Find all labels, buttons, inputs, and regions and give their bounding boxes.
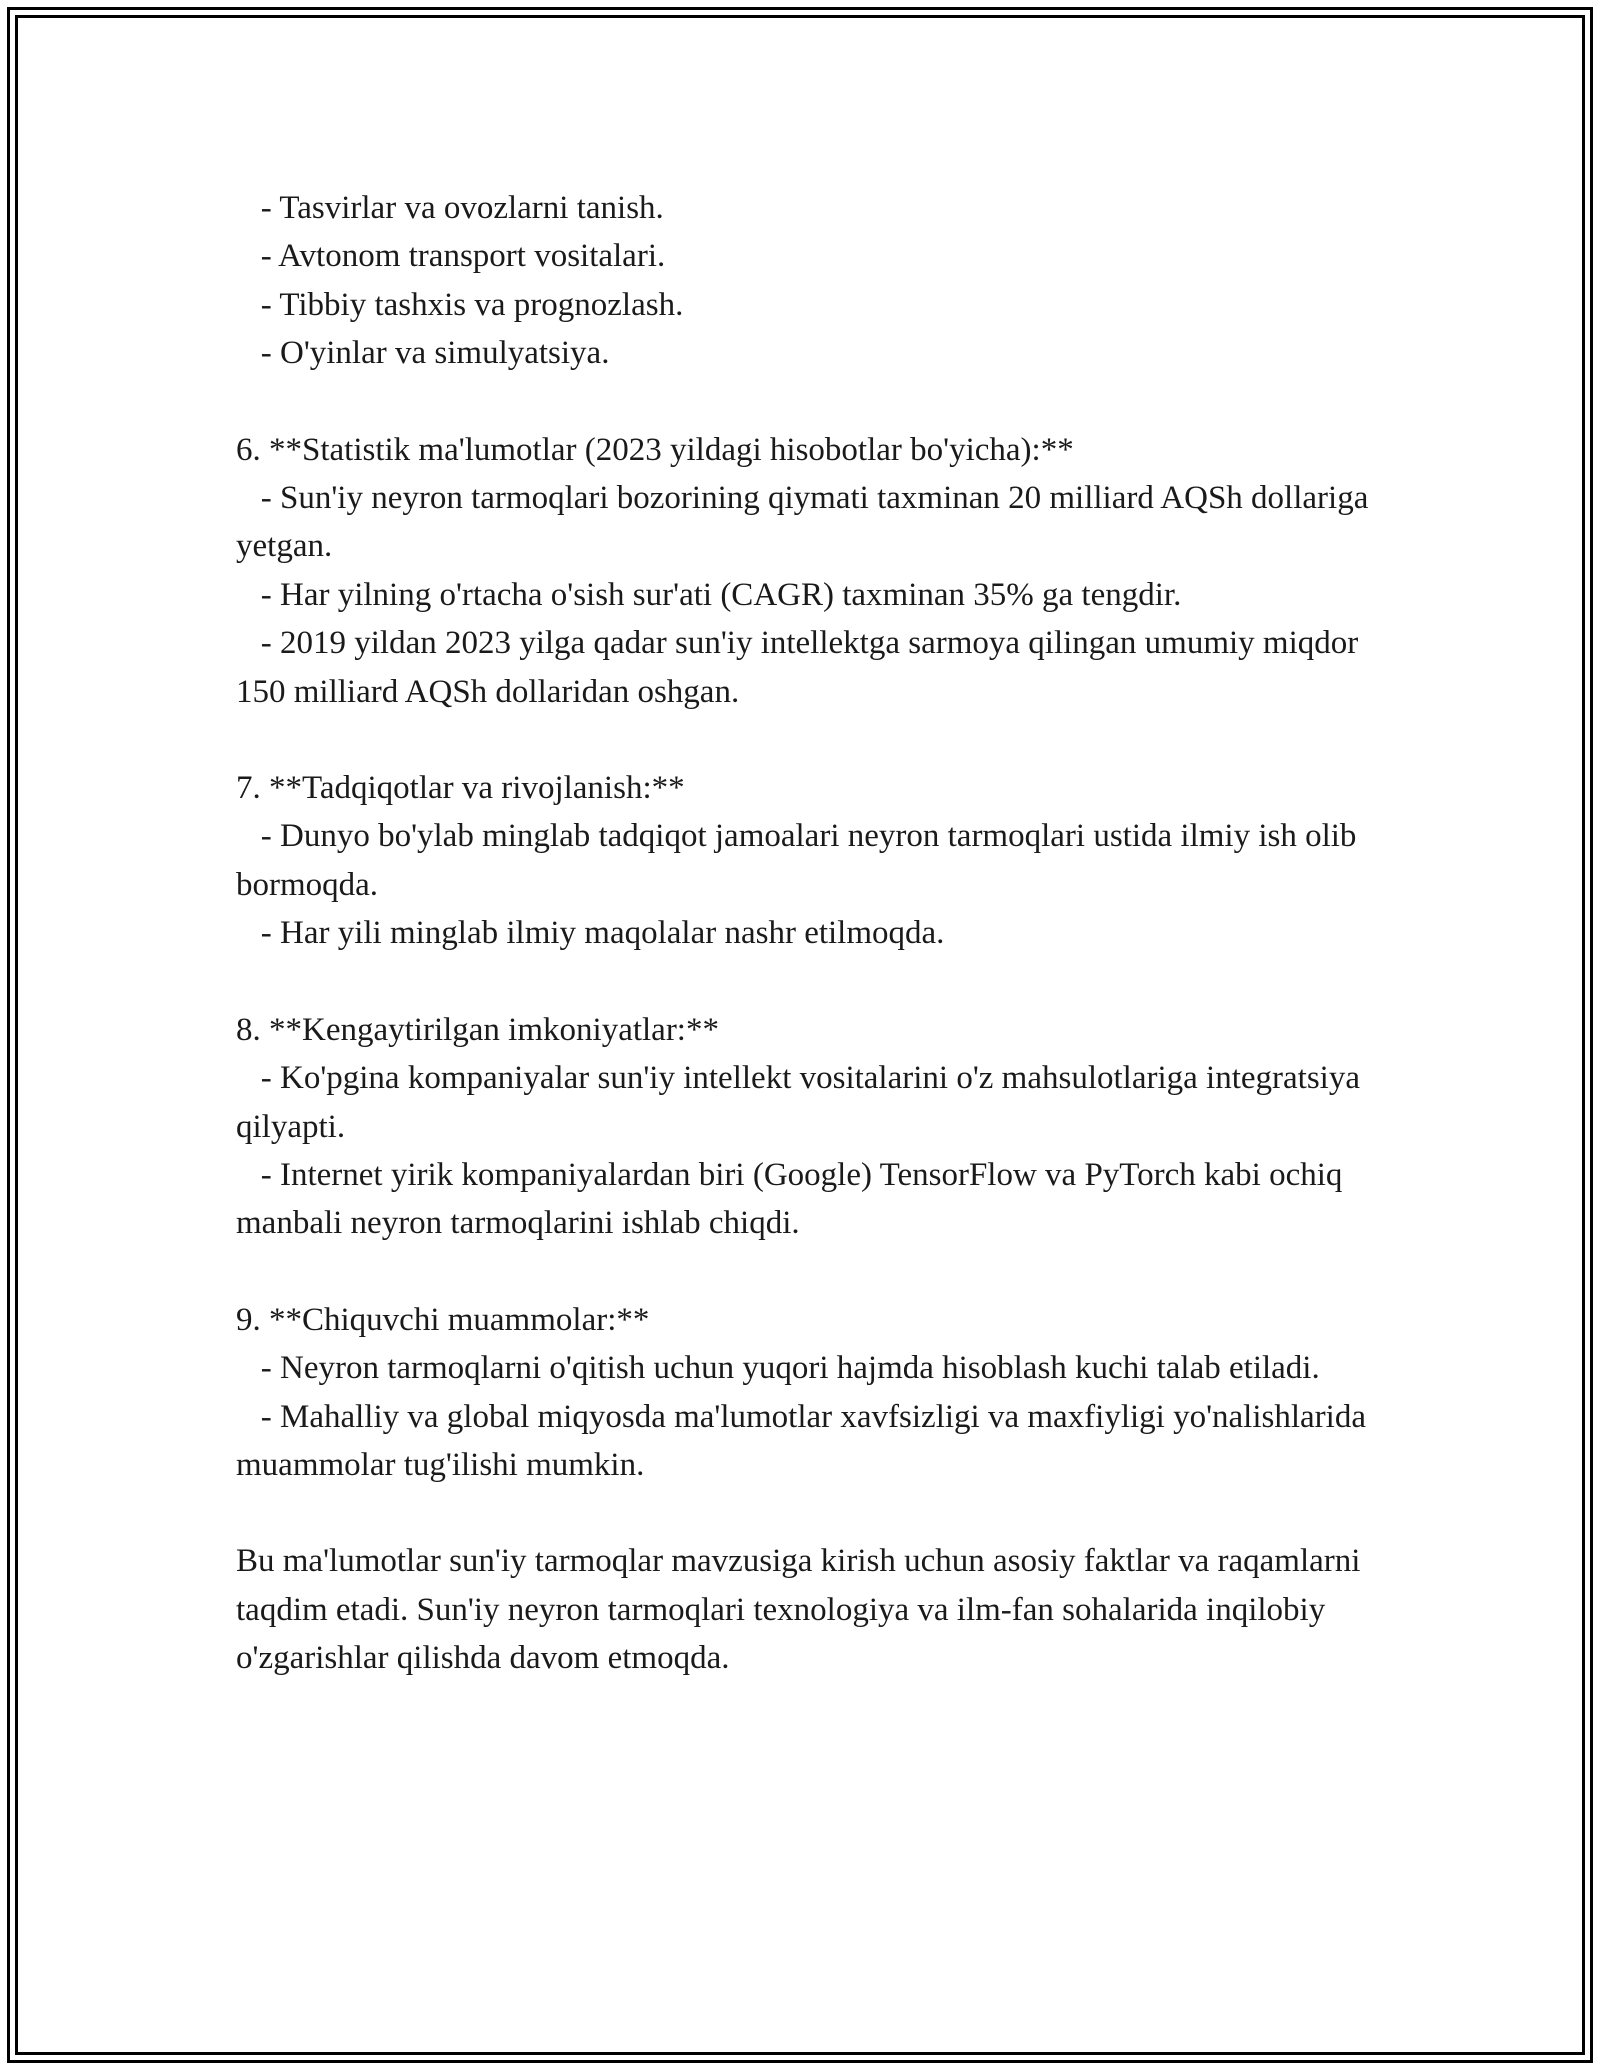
section-heading: 8. **Kengaytirilgan imkoniyatlar:** [236,1011,719,1048]
list-item: - Mahalliy va global miqyosda ma'lumotlar xavfsizligi va maxfiyligi yo'nalishlarida muammolar tug'ilishi mumkin. [236,1398,1375,1483]
document-body [236,184,1376,1683]
list-item: - O'yinlar va simulyatsiya. [236,335,610,372]
section-challenges [236,1296,1376,1490]
section-heading: 6. **Statistik ma'lumotlar (2023 yildagi hisobotlar bo'yicha):** [236,431,1074,468]
section-statistics [236,426,1376,716]
conclusion-paragraph [236,1537,1376,1682]
list-item: - Sun'iy neyron tarmoqlari bozorining qiymati taxminan 20 milliard AQSh dollariga yetgan. [236,480,1377,565]
section-capabilities [236,1006,1376,1248]
list-item: - Har yilning o'rtacha o'sish sur'ati (CAGR) taxminan 35% ga tengdir. [236,576,1182,613]
list-item: - Har yili minglab ilmiy maqolalar nashr etilmoqda. [236,915,945,952]
list-item: - Avtonom transport vositalari. [236,238,666,275]
conclusion-text: Bu ma'lumotlar sun'iy tarmoqlar mavzusiga kirish uchun asosiy faktlar va raqamlarni taqdim etadi. Sun'iy neyron tarmoqlari texnologiya va ilm-fan sohalarida inqilobiy o'zgarishlar qilishda davom etmoqda. [236,1543,1369,1677]
section-heading: 7. **Tadqiqotlar va rivojlanish:** [236,770,685,807]
list-item: - Tasvirlar va ovozlarni tanish. [236,190,664,226]
section-research [236,764,1376,958]
intro-list [236,184,1376,378]
list-item: - Tibbiy tashxis va prognozlash. [236,286,684,323]
list-item: - Dunyo bo'ylab minglab tadqiqot jamoalari neyron tarmoqlari ustida ilmiy ish olib bormoqda. [236,818,1365,903]
section-heading: 9. **Chiquvchi muammolar:** [236,1301,650,1338]
list-item: - Neyron tarmoqlarni o'qitish uchun yuqori hajmda hisoblash kuchi talab etiladi. [236,1350,1320,1387]
list-item: - Internet yirik kompaniyalardan biri (Google) TensorFlow va PyTorch kabi ochiq manbali neyron tarmoqlarini ishlab chiqdi. [236,1156,1351,1242]
list-item: - 2019 yildan 2023 yilga qadar sun'iy intellektga sarmoya qilingan umumiy miqdor 150 milliard AQSh dollaridan oshgan. [236,625,1367,710]
list-item: - Ko'pgina kompaniyalar sun'iy intellekt vositalarini o'z mahsulotlariga integratsiya qilyapti. [236,1060,1369,1145]
